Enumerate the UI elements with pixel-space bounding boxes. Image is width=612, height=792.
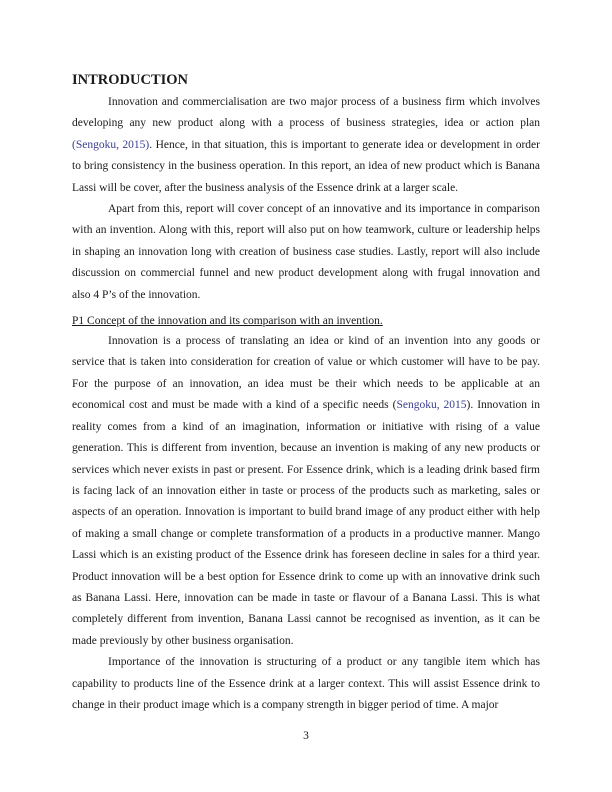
intro-paragraph-1 [72, 92, 540, 199]
p1-paragraph-1-text-b: ). Innovation in reality comes from a kind of an imagination, information or initiative with rising of a value generation. This is different from invention, because an invention is making of any new products or services which never exists in past or present. For Essence drink, which is a leading drink based firm is facing lack of an innovation either in taste or process of the products such as marketing, sales or aspects of an operation. Innovation is important to build brand image of any product either with help of making a small change or complete transformation of a products in a productive manner. Mango Lassi which is an existing product of the Essence drink has foreseen decline in sales for a third year. Product innovation will be a best option for Essence drink to come up with an innovative drink such as Banana Lassi. Here, innovation can be made in taste or flavour of a Banana Lassi. This is what completely different from invention, Banana Lassi cannot be recognised as invention, as it can be made previously by other business organisation. [72, 399, 540, 647]
intro-paragraph-2: Apart from this, report will cover concept of an innovative and its importance in comparison with an invention. Along with this, report will also put on how teamwork, culture or leadership helps in shaping an innovation long with creation of business case studies. Lastly, report will also include discussion on commercial funnel and new product development along with frugal innovation and also 4 P’s of the innovation. [72, 203, 540, 301]
introduction-heading: INTRODUCTION [72, 72, 189, 88]
p1-paragraph-2: Importance of the innovation is structuring of a product or any tangible item which has capability to products line of the Essence drink at a larger context. This will assist Essence drink to change in their product image which is a company strength in bigger period of time. A major [72, 656, 540, 711]
page-number: 3 [303, 730, 309, 742]
intro-paragraph-1-text-a: Innovation and commercialisation are two major process of a business firm which involves developing any new product along with a process of business strategies, idea or action plan [72, 96, 540, 130]
citation-sengoku-2015: (Sengoku, 2015) [72, 138, 150, 151]
document-page [72, 70, 540, 716]
section-heading-p1: P1 Concept of the innovation and its comparison with an invention. [72, 315, 383, 328]
p1-paragraph-1 [72, 331, 540, 652]
intro-paragraph-1-text-b: . Hence, in that situation, this is important to generate idea or development in order to bring consistency in the business operation. In this report, an idea of new product which is Banana Lassi will be cover, after the business analysis of the Essence drink at a larger scale. [72, 138, 540, 194]
p1-paragraph-1-text-a: Innovation is a process of translating an idea or kind of an invention into any goods or service that is taken into consideration for creation of value or which customer will have to be pay. For the purpose of an innovation, an idea must be their which needs to be applicable at an economical cost and must be made with a kind of a specific needs ( [72, 335, 540, 412]
citation-sengoku-2015-inline: Sengoku, 2015 [396, 399, 467, 412]
